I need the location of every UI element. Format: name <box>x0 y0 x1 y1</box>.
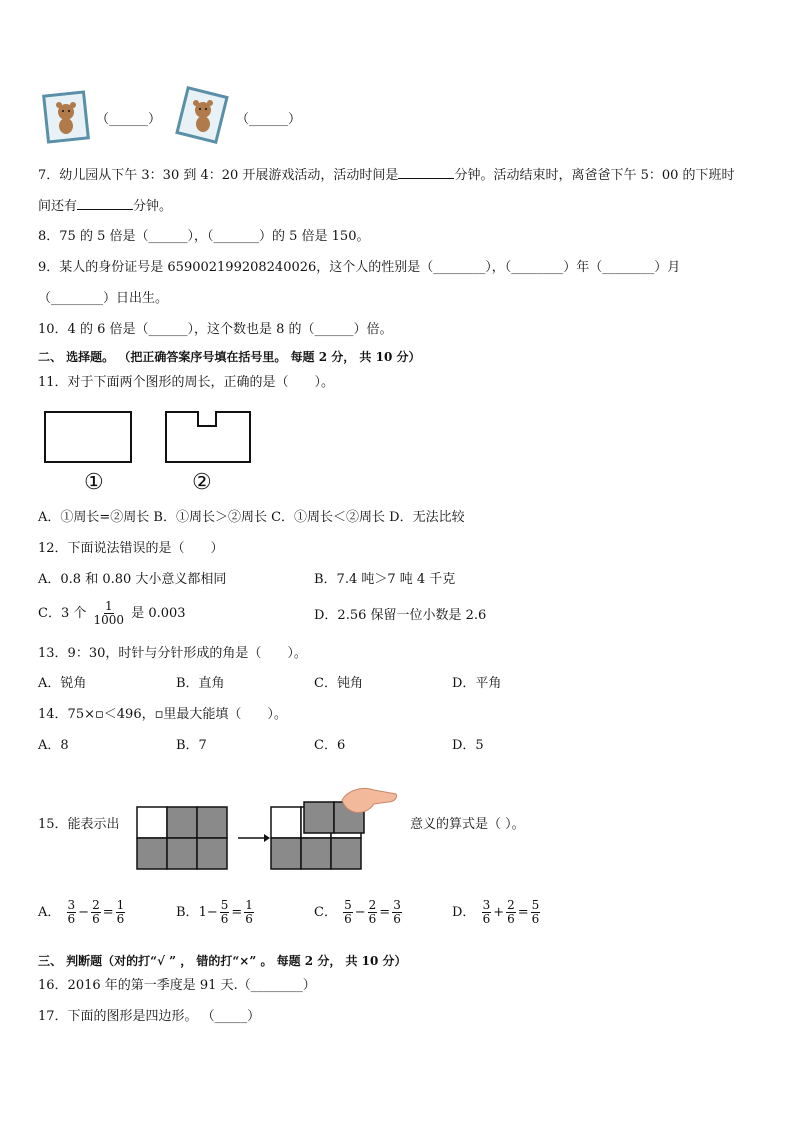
q12-option-c-post: 是 0.003 <box>131 606 186 621</box>
q15-c-frac-3 <box>392 899 402 926</box>
q15-a-label: A． <box>38 905 61 920</box>
q15-c-f2-num: 2 <box>368 898 377 912</box>
section-3-title: 三、 判断题（对的打“√ ” ， 错的打“×” 。 每题 2 分， 共 10 分） <box>38 954 407 968</box>
question-9-line-1: 9．某人的身份证号是 659002199208240026，这个人的性别是（________），（________）年（________）月 <box>38 260 681 275</box>
q12-fraction-den: 1000 <box>93 613 125 627</box>
q15-option-b[interactable] <box>176 899 256 926</box>
q12-option-d[interactable]: D．2.56 保留一位小数是 2.6 <box>314 608 487 623</box>
q15-c-op: − <box>354 905 366 920</box>
question-15-pre: 15．能表示出 <box>38 817 120 832</box>
q11-figure-rectangle <box>44 410 134 466</box>
q15-c-f1-num: 5 <box>344 898 352 912</box>
question-15-post: 意义的算式是（ ）。 <box>410 817 525 832</box>
q6-blank-1[interactable]: （______） <box>96 112 162 127</box>
q13-option-b[interactable]: B．直角 <box>176 676 225 691</box>
q11-figure-notched-rectangle <box>164 408 256 466</box>
q15-grid-figure-moved <box>270 782 400 874</box>
question-13-stem: 13．9：30，时针与分针形成的角是（ ）。 <box>38 646 307 661</box>
q15-d-frac-1 <box>482 899 492 926</box>
q15-option-a[interactable] <box>38 899 127 926</box>
q15-b-f2-num: 1 <box>245 898 253 912</box>
q15-c-frac-2 <box>368 899 378 926</box>
q14-option-b[interactable]: B．7 <box>176 738 207 753</box>
q15-d-f2-num: 2 <box>507 898 515 912</box>
q14-option-c[interactable]: C．6 <box>314 738 346 753</box>
q15-b-f1-num: 5 <box>220 898 229 912</box>
question-7-line-2 <box>38 197 172 216</box>
q15-a-frac-1 <box>67 899 77 926</box>
q6-blank-2[interactable]: （______） <box>236 112 302 127</box>
question-10: 10．4 的 6 倍是（______），这个数也是 8 的（______）倍。 <box>38 322 393 337</box>
q15-d-op: + <box>493 905 505 920</box>
q14-option-d[interactable]: D．5 <box>452 738 484 753</box>
q15-a-f1-den: 6 <box>67 912 76 926</box>
q15-a-op: − <box>78 905 90 920</box>
q15-d-f2-den: 6 <box>507 912 515 926</box>
q13-option-c[interactable]: C．钝角 <box>314 676 363 691</box>
question-8: 8．75 的 5 倍是（______），（_______）的 5 倍是 150。 <box>38 229 370 244</box>
q15-d-frac-3 <box>531 899 541 926</box>
q15-c-label: C． <box>314 905 337 920</box>
q7-text-4: 分钟。 <box>133 199 173 214</box>
q15-d-f1-num: 3 <box>482 898 491 912</box>
q7-answer-blank-2[interactable] <box>77 197 133 210</box>
q15-option-d[interactable] <box>452 899 542 926</box>
q15-d-label: D． <box>452 905 476 920</box>
question-14-stem: 14．75×▫＜496，▫里最大能填（ ）。 <box>38 707 287 722</box>
q12-option-c-pre: C．3 个 <box>38 606 87 621</box>
question-11-options[interactable]: A．①周长=②周长 B．①周长＞②周长 C．①周长＜②周长 D．无法比较 <box>38 510 465 525</box>
q15-option-c[interactable] <box>314 899 404 926</box>
q15-c-f2-den: 6 <box>368 912 377 926</box>
section-2-title: 二、 选择题。 （把正确答案序号填在括号里。 每题 2 分， 共 10 分） <box>38 350 421 364</box>
q12-option-a[interactable]: A．0.8 和 0.80 大小意义都相同 <box>38 572 227 587</box>
q15-b-f2-den: 6 <box>245 912 253 926</box>
q12-option-b[interactable]: B．7.4 吨＞7 吨 4 千克 <box>314 572 456 587</box>
q15-b-eq: = <box>231 905 243 920</box>
q15-d-f3-num: 5 <box>531 898 540 912</box>
q15-a-f3-num: 1 <box>116 898 125 912</box>
q7-answer-blank-1[interactable] <box>398 166 454 179</box>
q15-b-frac-2 <box>244 899 254 926</box>
bear-frame-2-icon <box>176 88 230 146</box>
q12-option-c[interactable] <box>38 600 186 627</box>
question-17: 17．下面的图形是四边形。 （_____） <box>38 1009 261 1024</box>
q15-d-f1-den: 6 <box>482 912 491 926</box>
q11-figure-2-label: ② <box>192 470 212 495</box>
q12-fraction-num: 1 <box>104 599 113 613</box>
q7-text-2: 分钟。活动结束时，离爸爸下午 5：00 的下班时 <box>454 168 735 183</box>
question-11-stem: 11．对于下面两个图形的周长，正确的是（ ）。 <box>38 375 335 390</box>
q15-grid-figure <box>136 806 232 872</box>
q15-arrow-icon <box>238 832 270 844</box>
q15-b-label: B． <box>176 905 199 920</box>
q15-a-eq: = <box>102 905 114 920</box>
question-9-line-2: （________）日出生。 <box>38 291 169 306</box>
q11-figure-1-label: ① <box>84 470 104 495</box>
question-7-line-1 <box>38 166 735 185</box>
question-12-stem: 12．下面说法错误的是（ ） <box>38 541 224 556</box>
q13-option-a[interactable]: A．锐角 <box>38 676 87 691</box>
q15-b-lead: 1− <box>198 905 218 920</box>
q15-c-f3-num: 3 <box>393 898 401 912</box>
q15-a-f2-num: 2 <box>92 898 100 912</box>
q14-option-a[interactable]: A．8 <box>38 738 69 753</box>
q15-c-frac-1 <box>343 899 353 926</box>
question-16: 16．2016 年的第一季度是 91 天.（________） <box>38 978 316 993</box>
q15-a-f3-den: 6 <box>116 912 125 926</box>
q7-text-3: 间还有 <box>38 199 78 214</box>
q15-b-frac-1 <box>220 899 230 926</box>
q7-text-1: 7．幼儿园从下午 3：30 到 4：20 开展游戏活动，活动时间是 <box>38 168 399 183</box>
bear-frame-1-icon <box>44 92 90 144</box>
q15-b-f1-den: 6 <box>220 912 229 926</box>
q15-c-f3-den: 6 <box>393 912 401 926</box>
q12-fraction <box>93 600 126 627</box>
q15-a-f2-den: 6 <box>92 912 100 926</box>
q15-a-f1-num: 3 <box>67 898 76 912</box>
q15-d-f3-den: 6 <box>531 912 540 926</box>
q15-c-f1-den: 6 <box>344 912 352 926</box>
q13-option-d[interactable]: D．平角 <box>452 676 502 691</box>
q15-c-eq: = <box>379 905 391 920</box>
q15-d-frac-2 <box>506 899 516 926</box>
q15-a-frac-2 <box>91 899 101 926</box>
q15-d-eq: = <box>517 905 529 920</box>
q15-a-frac-3 <box>116 899 126 926</box>
